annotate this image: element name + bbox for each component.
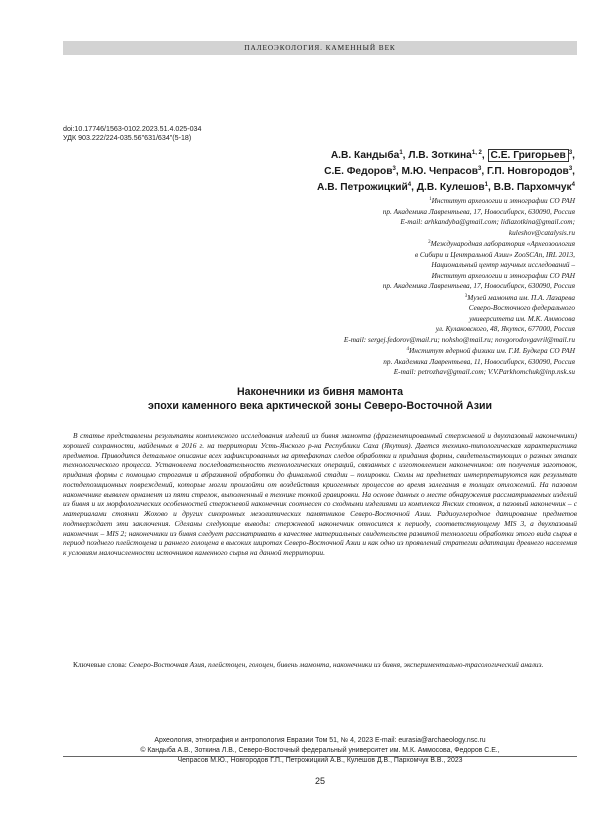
affiliation-3-line: университета им. М.К. Аммосова (469, 313, 575, 323)
doi: doi:10.17746/1563-0102.2023.51.4.025-034 (63, 125, 202, 133)
page-number: 25 (314, 776, 325, 786)
abstract: В статье представлены результаты комплексного исследования изделий из бивня мамонта (фрагментированный стержневой и двухпазовый наконечники) хорошей сохранности, найденных в 2016 г. на территории Усть-Янского р-на Республики Саха (Якутия). Дается технико-типологическая характеристика предметов. Приводится детальное описание всех зафиксированных на артефактах следов обработки и придания формы, свидетельствующих о разных этапах технологического процесса. Установлена последовательность технологических операций, связанных с изготовлением наконечников: от получения заготовок, придания формы с помощью строгания и абразивной обработки до финальной стадии – полировки. Сколы на предметах интерпретируются как результат постдепозиционных повреждений, которые могли произойти от воздействия криогенных процессов во время залегания в толщах отложений. На пазовом наконечнике выявлен орнамент из пяти стрелок, выполненный в технике тонкой гравировки. На основе данных о месте обнаружения рассматриваемых изделий из бивня и их морфологических особенностей стержневой наконечник соотнесен со сходными изделиями из комплекса Янских стоянок, а пазовый наконечник – с материалами стоянки Жохово и других синхронных мезолитических памятников Северо-Восточной Азии. Радиоуглеродное датирование предметов подтверждает эти заключения. Сделаны следующие выводы: стержневой наконечник относится к периоду, соответствующему MIS 3, а двухпазовый наконечник – MIS 2; наконечники из бивня следует рассматривать в качестве материальных свидетельств развитой технологии обработки этого вида сырья в период позднего плейстоцена и раннего голоцена в высоких широтах Северо-Восточной Азии и как одно из проявлений стратегии адаптации древнего населения к условиям малочисленности источников каменного сырья на данной территории. (63, 431, 577, 557)
affiliation-3-line: Северо-Восточного федерального (468, 303, 575, 312)
author-name: Г.П. Новгородов (487, 166, 569, 177)
author-name: А.В. Кандыба (330, 150, 400, 161)
author-name: С.Е. Федоров (324, 166, 393, 177)
affiliation-1-line: $^1$Институт археологии и этнографии СО РАН (429, 196, 575, 205)
author-name: В.В. Пархомчук (493, 182, 572, 193)
affiliation-1-line: E-mail: arhkandyba@gmail.com; lidiazotkina@gmail.com; (400, 217, 575, 226)
affiliation-4-line: пр. Академика Лаврентьева, 11, Новосибирск, 630090, Россия (383, 356, 575, 366)
udk-code: УДК 903.222/224-035.56"631/634"(5-18) (63, 134, 192, 142)
title-line-2: эпохи каменного века арктической зоны Северо-Восточной Азии (147, 400, 493, 412)
affiliation-2-line: Институт археологии и этнографии СО РАН (431, 270, 575, 280)
article-title (63, 385, 577, 413)
author-name: Л.В. Зоткина (408, 150, 472, 161)
journal-info: Археология, этнография и антропология Евразии Том 51, № 4, 2023 E-mail: eurasia@archaeology.nsc.ru (154, 737, 486, 744)
affiliation-3-line: ул. Кулаковского, 48, Якутск, 677000, Россия (435, 324, 575, 333)
author-name: М.Ю. Чепрасов (401, 166, 479, 177)
keywords-label: Ключевые слова: (73, 660, 127, 669)
affiliation-3-line: E-mail: sergej.fedorov@mail.ru; nohsho@mail.ru; novgorodovgavril@mail.ru (343, 334, 575, 344)
affiliation-4-line: $^4$Институт ядерной физики им. Г.И. Будкера СО РАН (406, 346, 575, 355)
copyright-line-2: Чепрасов М.Ю., Новгородов Г.П., Петрожицкий А.В., Кулешов Д.В., Пархомчук В.В., 2023 (177, 757, 463, 764)
authors-line-1: А.В. Кандыба$^1$, Л.В. Зоткина$^{1, 2}$, С.Е. Григорьев $^3$, (330, 150, 575, 161)
affiliation-3-line: $^3$Музей мамонта им. П.А. Лазарева (464, 292, 575, 302)
affiliation-2-line: $^2$Международная лаборатория «Археозоология (428, 239, 575, 248)
affiliation-2-line: в Сибири и Центральной Азии» ZooSCAn, IRL 2013, (414, 249, 575, 259)
affiliation-4-line: E-mail: petrozhav@gmail.com; V.V.Parkhomchuk@inp.nsk.su (393, 367, 575, 376)
keywords (63, 660, 577, 670)
title-line-1: Наконечники из бивня мамонта (236, 386, 404, 398)
author-name: Д.В. Кулешов (416, 182, 485, 193)
authors-line-2: С.Е. Федоров$^3$, М.Ю. Чепрасов$^3$, Г.П. Новгородов$^3$, (324, 166, 575, 177)
authors-line-3: А.В. Петрожицкий$^4$, Д.В. Кулешов$^1$, В.В. Пархомчук$^4$ (317, 182, 575, 193)
copyright-line-1: © Кандыба А.В., Зоткина Л.В., Северо-Восточный федеральный университет им. М.К. Аммосова, Федоров С.Е., (140, 747, 500, 754)
author-name: А.В. Петрожицкий (317, 182, 408, 193)
author-name-highlighted: С.Е. Григорьев (488, 149, 569, 162)
affiliation-2-line: Национальный центр научных исследований – (431, 260, 575, 269)
affiliations (344, 195, 575, 378)
section-header: ПАЛЕОЭКОЛОГИЯ. КАМЕННЫЙ ВЕК (63, 41, 577, 55)
affiliation-2-line: пр. Академика Лаврентьева, 17, Новосибирск, 630090, Россия (382, 281, 575, 290)
keywords-text: Северо-Восточная Азия, плейстоцен, голоцен, бивень мамонта, наконечники из бивня, экспериментально-трасологический анализ. (128, 660, 544, 669)
affiliation-1-line: пр. Академика Лаврентьева, 17, Новосибирск, 630090, Россия (382, 206, 575, 216)
affiliation-1-line: kuleshov@catalysis.ru (508, 227, 575, 237)
